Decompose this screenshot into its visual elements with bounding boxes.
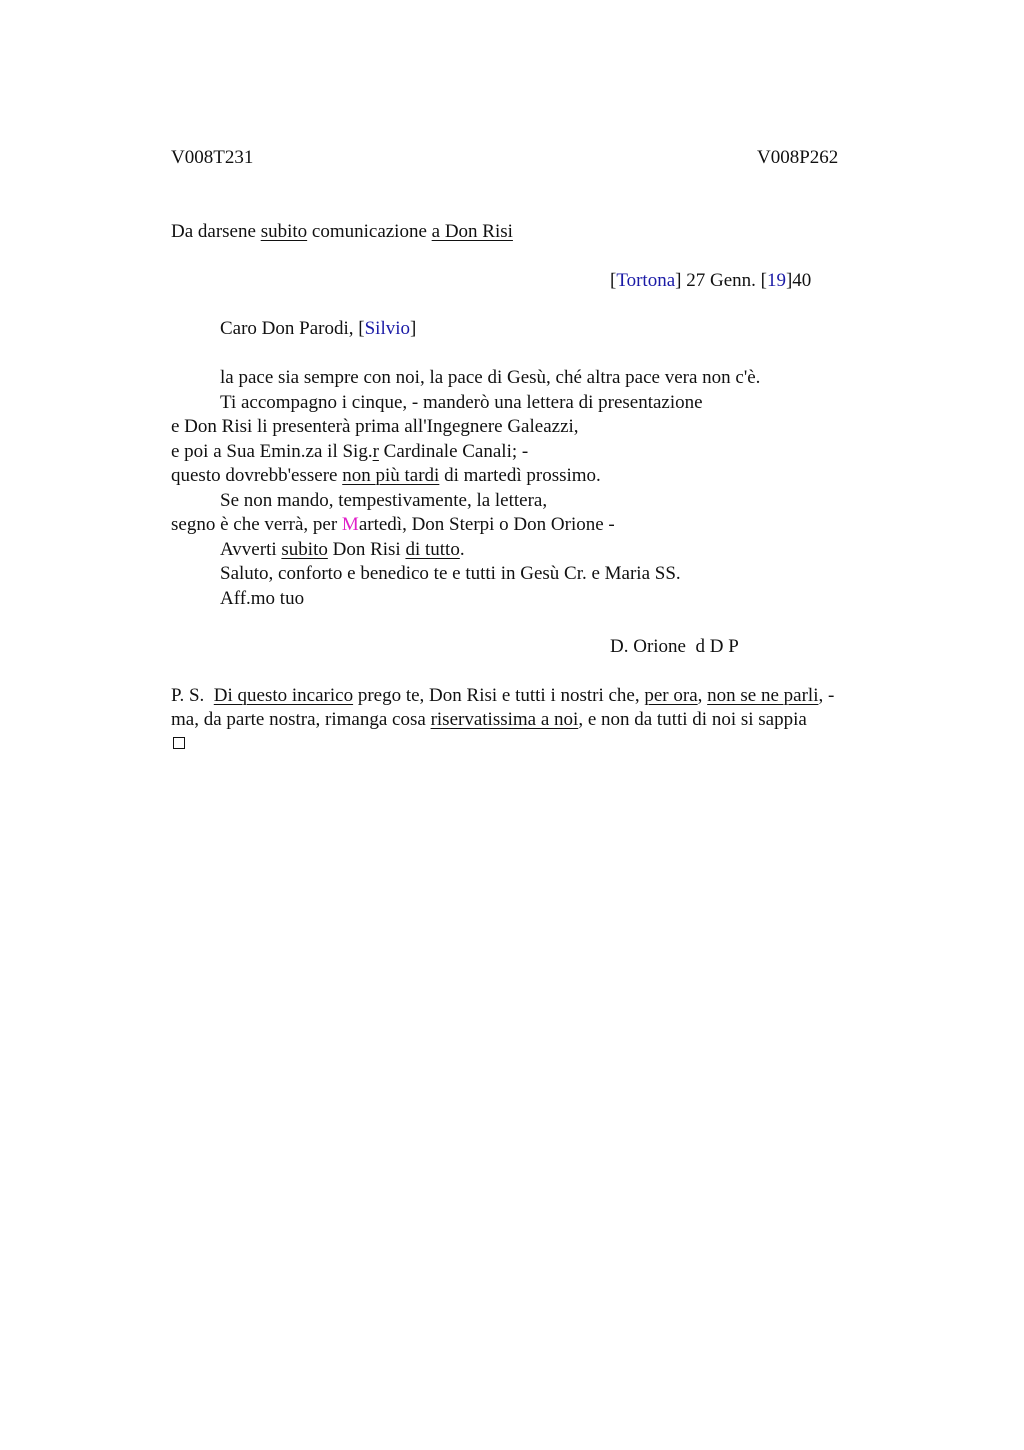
salutation [220,317,416,341]
ps-text: prego te, Don Risi e tutti i nostri che, [353,685,645,706]
date-text: ] 27 Genn. [ [675,270,767,291]
note-text: Da darsene [171,221,261,242]
doc-code-right: V008P262 [757,147,839,168]
ps-text: , - [818,685,835,706]
body-line-2: Ti accompagno i cinque, - manderò una lettera di presentazione [220,392,703,413]
date-year: ]40 [785,270,812,291]
body-underlined-di-tutto: di tutto [405,539,460,560]
ps-underlined-phrase: non se ne parli [707,685,819,706]
note-underlined-subito: subito [260,221,308,242]
postscript-line-1 [171,684,834,708]
placeholder-box-icon [173,737,185,749]
postscript-line-2 [171,708,807,732]
body-text: . [459,539,465,560]
note-underlined-recipient: a Don Risi [431,221,513,242]
signature: D. Orione d D P [610,636,739,657]
body-text: e poi a Sua Emin.za il Sig. [171,441,373,462]
note-text: comunicazione [307,221,432,242]
letter-date [610,269,811,293]
body-line-7 [171,513,615,537]
body-line-5 [171,464,601,488]
body-line-8 [220,538,465,562]
ps-text: , e non da tutti di noi si sappia [578,709,807,730]
ps-text: , [697,685,708,706]
salutation-bracket: ] [410,318,417,339]
salutation-text: Caro Don Parodi, [ [220,318,365,339]
body-line-1: la pace sia sempre con noi, la pace di Gesù, ché altra pace vera non c'è. [220,367,761,388]
salutation-name: Silvio [364,318,410,339]
body-underlined-abbrev: r [372,441,379,462]
body-line-10: Aff.mo tuo [220,588,305,609]
body-line-3: e Don Risi li presenterà prima all'Ingegnere Galeazzi, [171,416,579,437]
body-text: di martedì prossimo. [439,465,601,486]
instruction-note [171,220,513,244]
ps-text: ma, da parte nostra, rimanga cosa [171,709,431,730]
body-text: Cardinale Canali; - [378,441,529,462]
date-bracket: [ [610,270,617,291]
body-underlined-phrase: non più tardi [342,465,440,486]
body-text: artedì, Don Sterpi o Don Orione - [358,514,615,535]
body-text: Don Risi [327,539,406,560]
body-corrected-letter: M [341,514,359,535]
ps-underlined-phrase: riservatissima a noi [430,709,579,730]
body-text: Avverti [220,539,282,560]
body-text: questo dovrebb'essere [171,465,343,486]
body-line-4 [171,440,528,464]
ps-underlined-phrase: Di questo incarico [213,685,354,706]
ps-underlined-phrase: per ora [644,685,698,706]
body-underlined-subito: subito [281,539,328,560]
date-place: Tortona [616,270,676,291]
body-line-9: Saluto, conforto e benedico te e tutti in Gesù Cr. e Maria SS. [220,563,681,584]
body-text: segno è che verrà, per [171,514,342,535]
date-century: 19 [766,270,786,291]
doc-code-left: V008T231 [171,147,254,168]
ps-text: P. S. [171,685,214,706]
body-line-6: Se non mando, tempestivamente, la lettera, [220,490,548,511]
